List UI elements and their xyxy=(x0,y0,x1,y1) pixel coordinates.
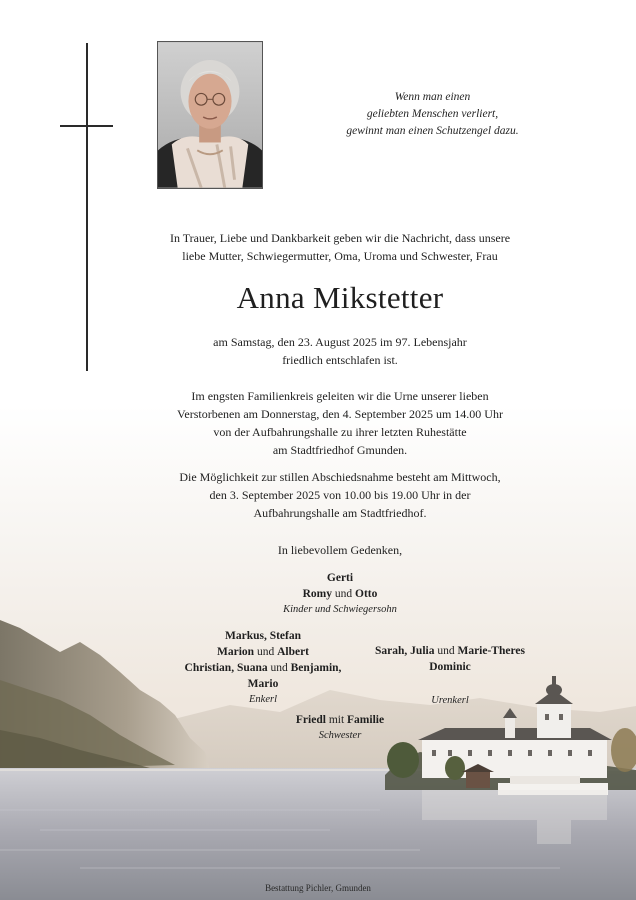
child-name: Romy xyxy=(302,588,333,600)
child-name: Otto xyxy=(355,588,378,600)
relation-label: Enkerl xyxy=(249,694,277,705)
child-name: Gerti xyxy=(326,572,354,584)
funeral-line: Im engsten Familienkreis geleiten wir die Urne unserer lieben xyxy=(191,389,489,403)
cross-vertical-bar xyxy=(86,43,88,371)
cross-horizontal-bar xyxy=(60,125,113,127)
death-line: am Samstag, den 23. August 2025 im 97. Lebensjahr xyxy=(213,335,467,349)
signature-grandchildren xyxy=(168,628,358,708)
sister-name: Friedl xyxy=(295,714,326,726)
funeral-line: von der Aufbahrungshalle zu ihrer letzten Ruhestätte xyxy=(213,425,467,439)
portrait-illustration xyxy=(158,42,262,188)
death-line: friedlich entschlafen ist. xyxy=(282,353,398,367)
relation-label: Kinder und Schwiegersohn xyxy=(283,604,397,615)
grandchild-name: Albert xyxy=(277,646,309,658)
grandchild-name: Christian, Suana xyxy=(184,662,268,674)
farewell-line: Die Möglichkeit zur stillen Abschiedsnahme besteht am Mittwoch, xyxy=(179,470,501,484)
conjunction: und xyxy=(270,662,288,674)
relation-label: Schwester xyxy=(318,730,362,741)
conjunction: und xyxy=(437,645,455,657)
conjunction: mit xyxy=(328,714,345,726)
sister-family: Familie xyxy=(347,714,385,726)
great-grandchild-name: Sarah, Julia xyxy=(375,645,435,657)
funeral-line: Verstorbenen am Donnerstag, den 4. September 2025 um 14.00 Uhr xyxy=(177,407,503,421)
portrait-photo xyxy=(157,41,263,189)
conjunction: und xyxy=(256,646,275,658)
signature-children xyxy=(240,570,440,618)
in-memory-line: In liebevollem Gedenken, xyxy=(277,543,403,557)
signature-great-grandchildren xyxy=(355,643,545,709)
quote-line: gewinnt man einen Schutzengel dazu. xyxy=(346,125,519,137)
memorial-quote xyxy=(300,89,565,140)
farewell-line: Aufbahrungshalle am Stadtfriedhof. xyxy=(253,506,427,520)
death-notice xyxy=(120,333,560,369)
grandchild-name: Markus, Stefan xyxy=(224,630,302,642)
quote-line: Wenn man einen xyxy=(394,91,471,103)
great-grandchild-name: Dominic xyxy=(429,661,471,673)
funeral-line: am Stadtfriedhof Gmunden. xyxy=(272,443,408,457)
intro-line: In Trauer, Liebe und Dankbarkeit geben wir die Nachricht, dass unsere xyxy=(169,231,511,245)
quote-line: geliebten Menschen verliert, xyxy=(366,108,499,120)
grandchild-name: Benjamin, xyxy=(290,662,342,674)
relation-label: Urenkerl xyxy=(431,695,469,706)
farewell-details xyxy=(120,468,560,522)
signature-sister xyxy=(240,712,440,744)
farewell-line: den 3. September 2025 von 10.00 bis 19.00 Uhr in der xyxy=(209,488,471,502)
intro-line: liebe Mutter, Schwiegermutter, Oma, Uroma und Schwester, Frau xyxy=(182,249,498,263)
grandchild-name: Marion xyxy=(217,646,255,658)
announcement-intro xyxy=(120,229,560,265)
conjunction: und xyxy=(334,588,353,600)
great-grandchild-name: Marie-Theres xyxy=(457,645,525,657)
deceased-name: Anna Mikstetter xyxy=(236,280,444,315)
funeral-details xyxy=(120,387,560,459)
grandchild-name: Mario xyxy=(247,678,279,690)
funeral-home-credit: Bestattung Pichler, Gmunden xyxy=(265,883,371,893)
